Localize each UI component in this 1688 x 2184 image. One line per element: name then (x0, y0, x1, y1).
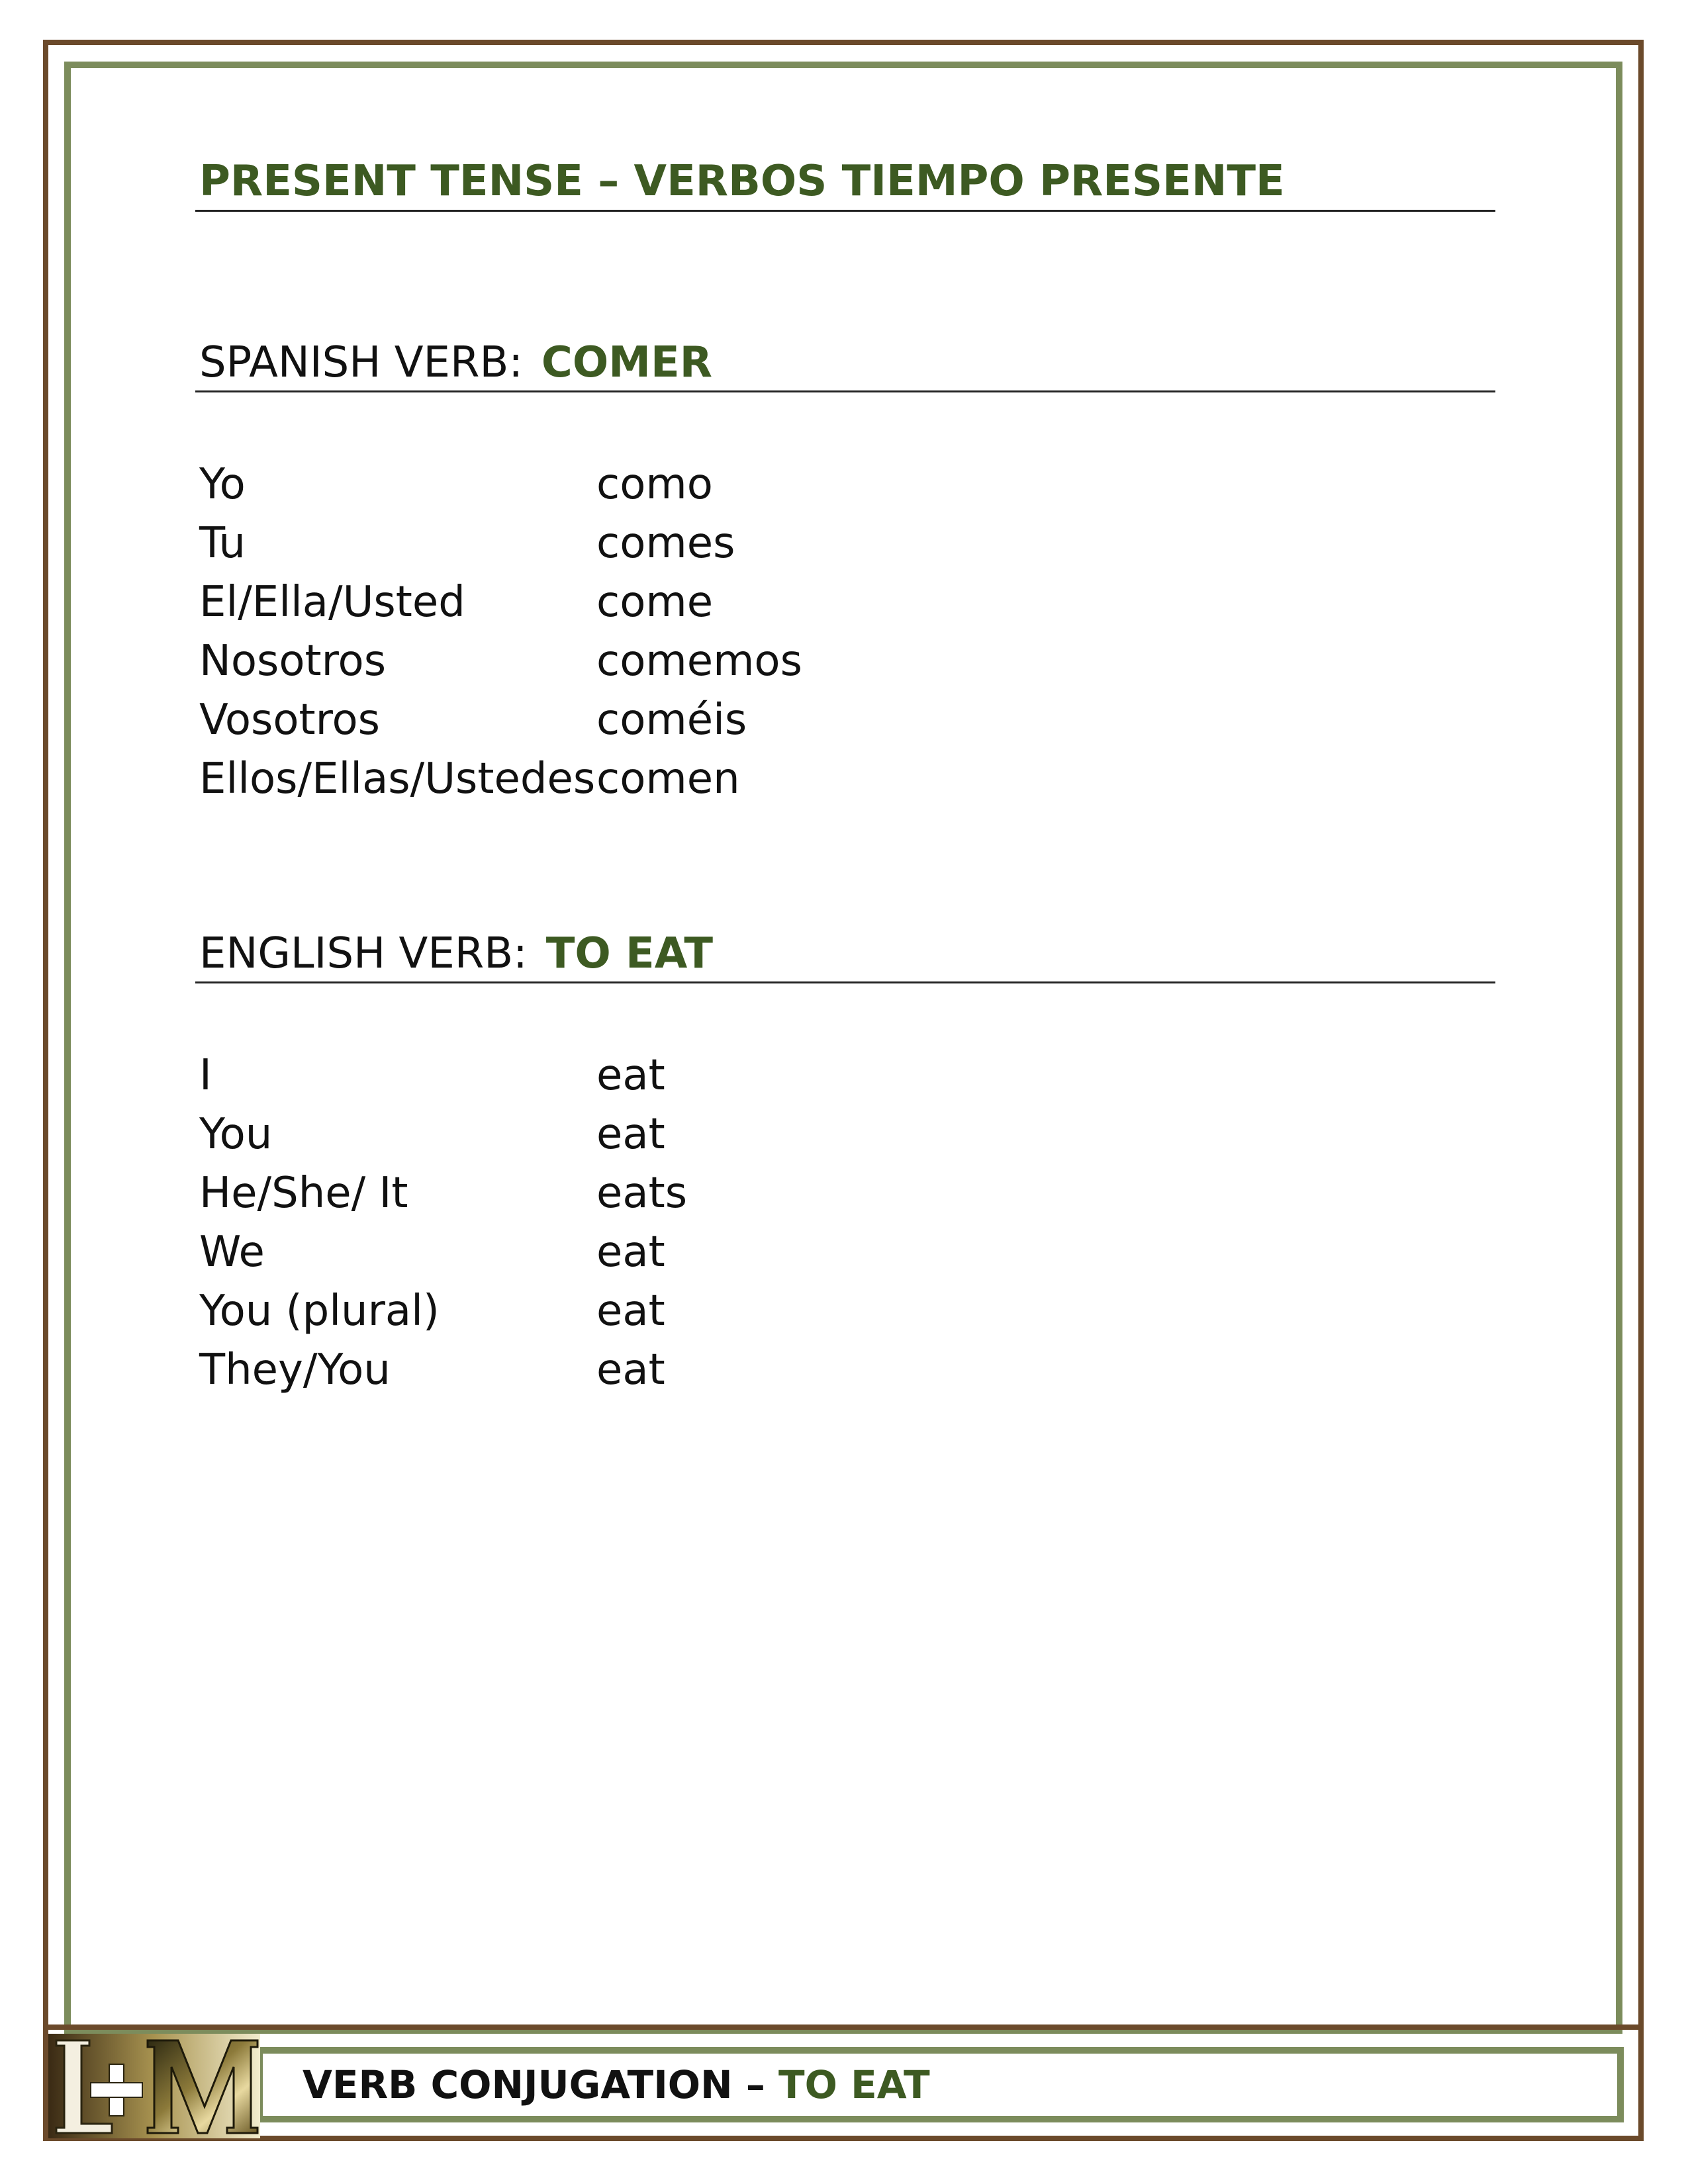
conjugation-row (199, 1341, 687, 1400)
conjugation-row (199, 573, 802, 632)
conjugation-row (199, 455, 802, 514)
verb-form: como (596, 460, 713, 509)
verb-form: eat (596, 1051, 665, 1100)
spanish-conjugation-table (199, 455, 802, 809)
verb-form: come (596, 578, 714, 627)
verb-form: comemos (596, 637, 802, 686)
pronoun: You (plural) (199, 1287, 440, 1336)
conjugation-row (199, 691, 802, 750)
pronoun: Yo (199, 460, 246, 509)
pronoun: Nosotros (199, 637, 387, 686)
pronoun: El/Ella/Usted (199, 578, 465, 627)
page-title: PRESENT TENSE – VERBOS TIEMPO PRESENTE (195, 151, 1495, 212)
pronoun: Vosotros (199, 696, 380, 745)
conjugation-row (199, 1223, 687, 1282)
english-conjugation-table (199, 1046, 687, 1400)
pronoun: Tu (199, 519, 246, 568)
english-verb-label: ENGLISH VERB: (199, 929, 528, 978)
footer-title-accent: TO EAT (778, 2062, 930, 2107)
page-footer (43, 2025, 1644, 2141)
footer-title (303, 2054, 930, 2116)
pronoun: We (199, 1228, 265, 1277)
verb-form: eat (596, 1110, 665, 1159)
verb-form: comes (596, 519, 735, 568)
pronoun: He/She/ It (199, 1169, 408, 1218)
spanish-verb-name: COMER (541, 338, 712, 387)
spanish-verb-heading (195, 333, 1495, 392)
conjugation-row (199, 1164, 687, 1223)
conjugation-row (199, 750, 802, 809)
pronoun: Ellos/Ellas/Ustedes (199, 754, 596, 803)
pronoun: You (199, 1110, 273, 1159)
verb-form: coméis (596, 696, 747, 745)
conjugation-row (199, 1105, 687, 1164)
conjugation-row (199, 1282, 687, 1341)
pronoun: I (199, 1051, 212, 1100)
spanish-verb-label: SPANISH VERB: (199, 338, 523, 387)
conjugation-row (199, 1046, 687, 1105)
verb-form: eat (596, 1228, 665, 1277)
verb-form: comen (596, 754, 740, 803)
footer-title-main: VERB CONJUGATION – (303, 2062, 779, 2107)
verb-form: eats (596, 1169, 688, 1218)
verb-form: eat (596, 1345, 665, 1394)
lm-logo (48, 2034, 260, 2138)
english-verb-name: TO EAT (545, 929, 713, 978)
conjugation-row (199, 632, 802, 691)
footer-banner (256, 2047, 1624, 2122)
verb-form: eat (596, 1287, 665, 1336)
pronoun: They/You (199, 1345, 391, 1394)
conjugation-row (199, 514, 802, 573)
english-verb-heading (195, 924, 1495, 983)
